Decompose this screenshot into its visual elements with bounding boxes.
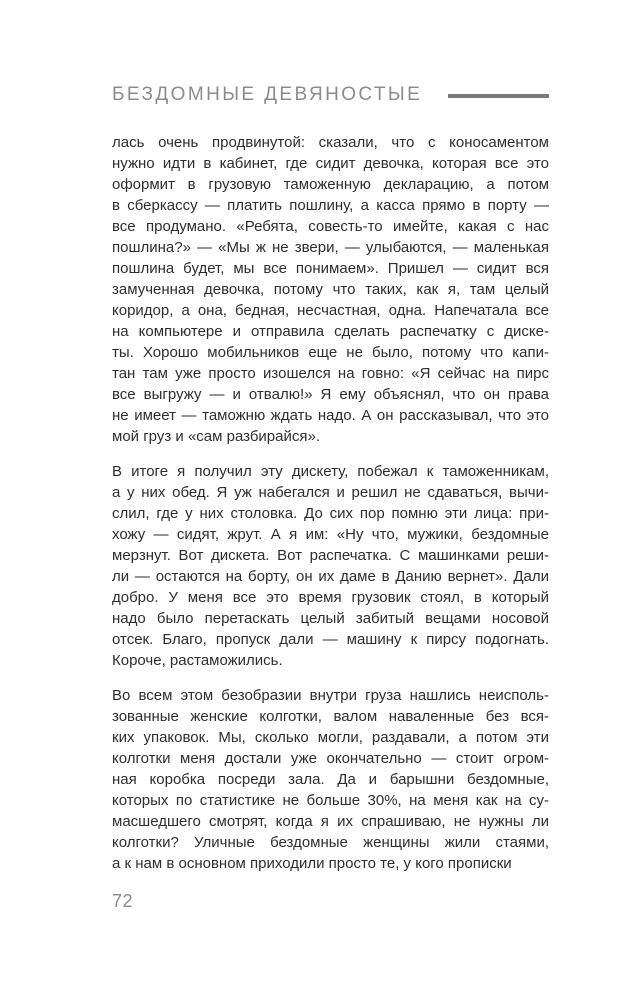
text-line: которых по статистике не больше 30%, на меня как на су-: [112, 792, 549, 809]
text-line: ная коробка посреди зала. Да и барышни бездомные,: [112, 771, 549, 788]
paragraph: [112, 685, 549, 874]
text-line: ты. Хорошо мобильников еще не было, потому что капи-: [112, 344, 549, 361]
text-line: хожу — сидят, жрут. А я им: «Ну что, мужики, бездомные: [112, 526, 549, 543]
text-line: коридор, а она, бедная, несчастная, одна. Напечатала все: [112, 302, 549, 319]
text-line: не имеет — таможню ждать надо. А он рассказывал, что это: [112, 407, 549, 424]
text-line: пошлина будет, мы все понимаем». Пришел — сидит вся: [112, 260, 549, 277]
text-line: отсек. Благо, пропуск дали — машину к пирсу подогнать.: [112, 631, 549, 648]
text-line: тан там уже просто изошелся на говно: «Я сейчас на пирс: [112, 365, 549, 382]
paragraph: [112, 132, 549, 447]
text-line: слил, где у них столовка. До сих пор помню эти лица: при-: [112, 505, 549, 522]
text-line: замученная девочка, потому что таких, как я, там целый: [112, 281, 549, 298]
text-line: оформит в грузовую таможенную декларацию, а потом: [112, 176, 549, 193]
text-line: пошлина?» — «Мы ж не звери, — улыбаются, — маленькая: [112, 239, 549, 256]
text-line: мой груз и «сам разбирайся».: [112, 428, 320, 445]
text-line: ли — остаются на борту, он их даме в Данию вернет». Дали: [112, 568, 549, 585]
running-header: [112, 84, 549, 106]
text-line: лась очень продвинутой: сказали, что с коносаментом: [112, 134, 549, 151]
page-number: 72: [112, 891, 134, 911]
text-line: колготки? Уличные бездомные женщины жили стаями,: [112, 834, 549, 851]
text-line: масшедшего смотрят, когда я их спрашиваю, не нужны ли: [112, 813, 549, 830]
text-block: [112, 84, 549, 912]
text-line: колготки меня достали уже окончательно — стоит огром-: [112, 750, 549, 767]
paragraph: [112, 461, 549, 671]
text-line: ких упаковок. Мы, сколько могли, раздавали, а потом эти: [112, 729, 549, 746]
text-line: в сберкассу — платить пошлину, а касса прямо в порту —: [112, 197, 549, 214]
text-line: все продумано. «Ребята, совесть-то имейте, какая с нас: [112, 218, 549, 235]
text-line: мерзнут. Вот дискета. Вот распечатка. С машинками реши-: [112, 547, 549, 564]
text-line: надо было перетаскать целый забитый вещами носовой: [112, 610, 549, 627]
text-line: а у них обед. Я уж набегался и решил не сдаваться, вычи-: [112, 484, 549, 501]
text-line: а к нам в основном приходили просто те, у кого прописки: [112, 855, 512, 872]
header-rule: [448, 94, 549, 98]
chapter-title: БЕЗДОМНЫЕ ДЕВЯНОСТЫЕ: [112, 84, 423, 105]
text-line: на компьютере и отправила сделать распечатку с диске-: [112, 323, 549, 340]
body-text: [112, 132, 549, 874]
text-line: зованные женские колготки, валом наваленные без вся-: [112, 708, 549, 725]
text-line: Во всем этом безобразии внутри груза нашлись неисполь-: [112, 687, 549, 704]
text-line: Короче, растаможились.: [112, 652, 283, 669]
text-line: все выгружу — и отвалю!» Я ему объяснял, что он права: [112, 386, 549, 403]
text-line: нужно идти в кабинет, где сидит девочка, которая все это: [112, 155, 549, 172]
text-line: В итоге я получил эту дискету, побежал к таможенникам,: [112, 463, 549, 480]
text-line: добро. У меня все это время грузовик стоял, в который: [112, 589, 549, 606]
